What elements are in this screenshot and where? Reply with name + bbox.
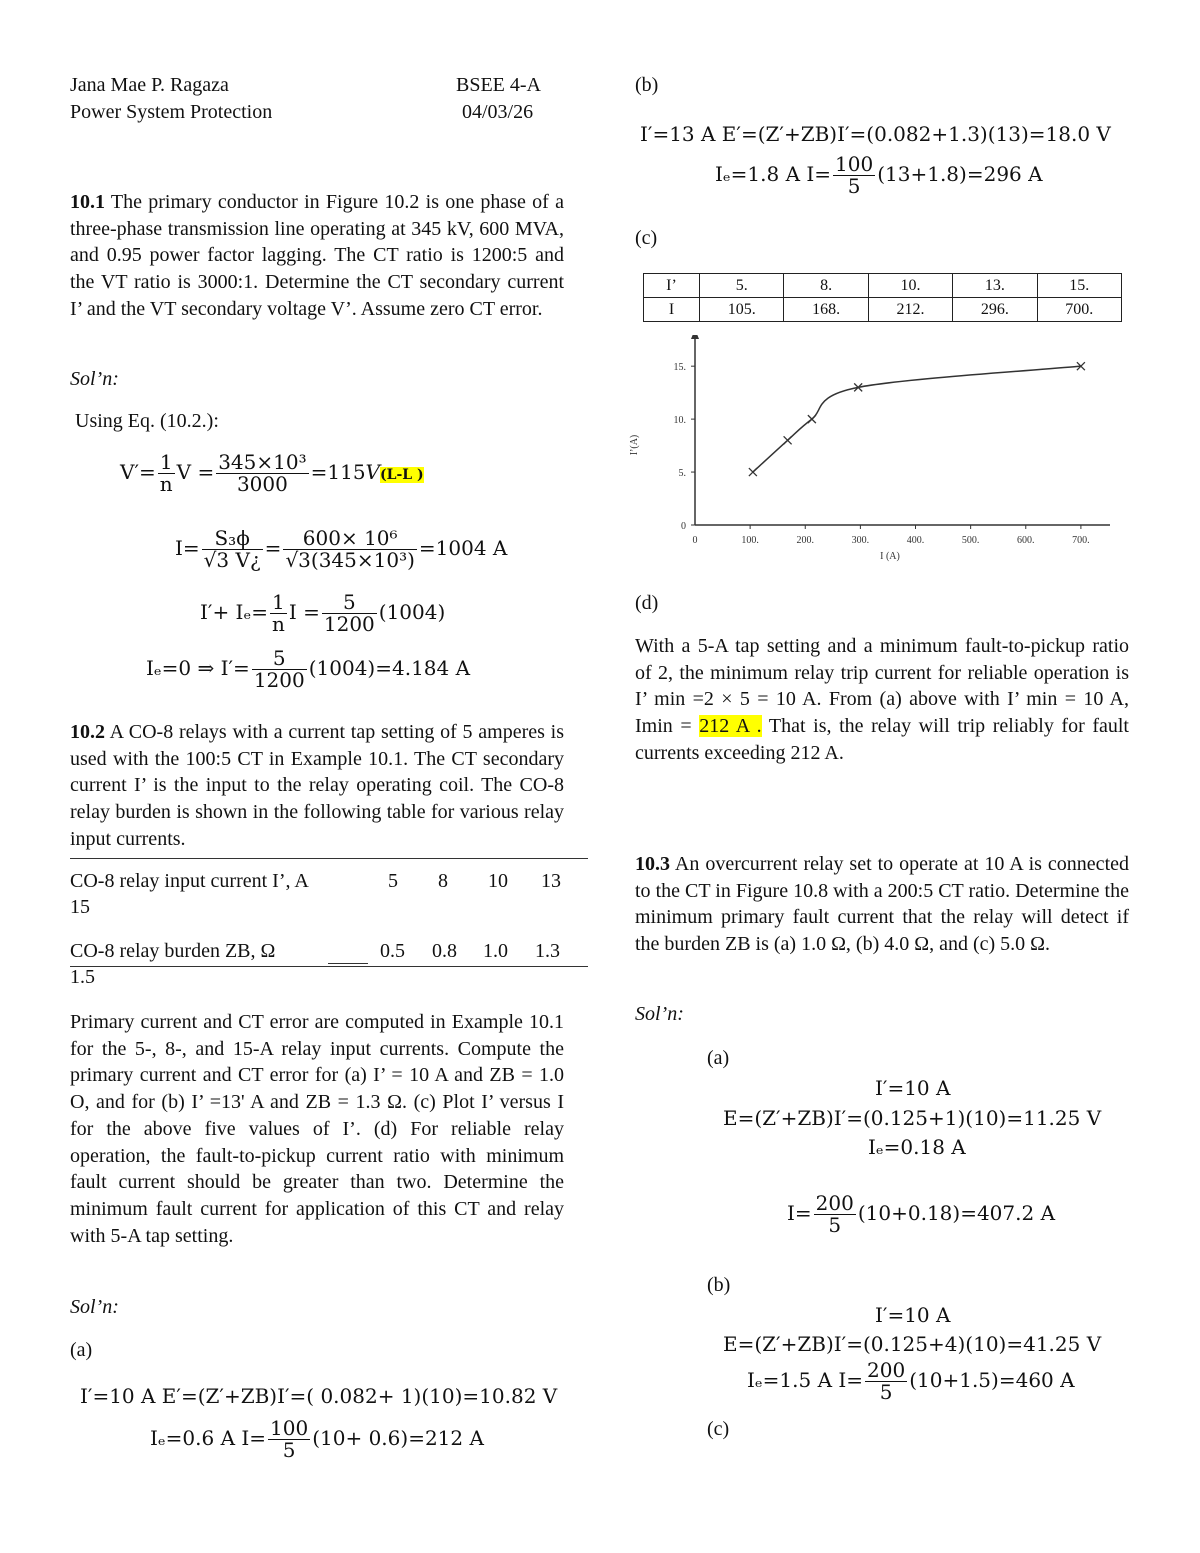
part-d-text: With a 5-A tap setting and a minimum fault-to-pickup ratio of 2, the minimum relay trip current for reliable operation is I’ min =2 × 5 = 10 A. From (a) above with I’ min = 10 A, Imin = 212 A . That is, the relay will trip reliably for fault currents exceeding 212 A. xyxy=(635,635,1129,764)
relay-input-current-label: CO-8 relay input current I’, A xyxy=(70,870,309,892)
x-tick-label: 0 xyxy=(692,535,698,546)
burden-underline xyxy=(328,963,368,964)
problem-3-a-line-4: I= $\frac{200}{5}$ (10+0.18)=407.2 A xyxy=(787,1191,1056,1237)
relay-burden-2: 0.8 xyxy=(432,940,457,962)
problem-number: 10.1 xyxy=(70,191,105,213)
table-cell: I xyxy=(644,298,700,322)
y-tick-label: 15. xyxy=(673,362,686,374)
author-name: Jana Mae P. Ragaza xyxy=(70,74,229,96)
x-tick-label: 600. xyxy=(1017,535,1035,546)
date: 04/03/26 xyxy=(462,101,534,123)
relay-input-current-4: 13 xyxy=(541,870,561,892)
relay-burden-4: 1.3 xyxy=(535,940,560,962)
y-axis-label: I’(A) xyxy=(629,434,640,456)
i-prime-vs-i-chart xyxy=(610,335,1110,575)
table-cell: 168. xyxy=(784,298,868,322)
problem-10-2-tasks: Primary current and CT error are computed in Example 10.1 for the 5-, 8-, and 15-A relay input currents. Compute the primary current and CT error for (a) I’ = 10 A and ZB = 1.0 O, and for (b) I’ =13' A and ZB = 1.3 Ω. (c) Plot I’ versus I for the above five values of I’. (d) For reliable relay operation, the fault-to-pickup current ratio with minimum fault current should be greater than two. Determine the minimum fault current for application of this CT and relay with 5-A tap setting. xyxy=(70,1011,564,1247)
problem-3-part-b-label: (b) xyxy=(707,1274,731,1296)
table-top-rule xyxy=(70,858,588,859)
data-point-marker xyxy=(784,436,792,444)
part-b-equation-2: Iₑ=1.8 A I= $\frac{100}{5}$ (13+1.8)=296 A xyxy=(715,152,1043,198)
course-name: Power System Protection xyxy=(70,101,273,123)
y-axis-arrow xyxy=(691,335,699,339)
relay-input-current-5: 15 xyxy=(70,896,90,918)
solution-label: Sol’n: xyxy=(635,1003,684,1025)
data-point-marker xyxy=(808,415,816,423)
problem-text: An overcurrent relay set to operate at 10 A is connected to the CT in Figure 10.8 with a 200:5 CT ratio. Determine the minimum primary fault current that the relay will detect if the burden ZB is (a) 1.0 Ω, (b) 4.0 Ω, and (c) 5.0 Ω. xyxy=(635,853,1129,956)
part-a-label: (a) xyxy=(70,1339,93,1361)
equation-i-prime: I′+ Iₑ= $\frac{1}{n}$ I = $\frac{5}{1200}$ (1004) xyxy=(200,590,446,636)
table-cell: 105. xyxy=(700,298,784,322)
current-table xyxy=(643,273,1122,322)
problem-10-1 xyxy=(70,189,564,323)
relay-burden-5: 1.5 xyxy=(70,966,95,988)
problem-number: 10.3 xyxy=(635,853,670,875)
x-tick-label: 500. xyxy=(961,535,980,546)
equation-final-i-prime: Iₑ=0 ⇒ I′= $\frac{5}{1200}$ (1004)=4.184 A xyxy=(146,646,471,692)
part-b-equation-1: I′=13 A E′=(Z′+ZB)I′=(0.082+1.3)(13)=18.0 V xyxy=(640,122,1111,146)
x-tick-label: 400. xyxy=(906,535,925,546)
equation-i-primary: I= $\frac{\text{S₃ϕ}}{√3 V¿}$ = $\frac{\text{600× 10⁶}}{\text{√3(345×10³)}}$ =1004 A xyxy=(175,526,508,572)
table-row xyxy=(644,274,1122,298)
x-tick-label: 100. xyxy=(741,535,759,546)
relay-input-current-1: 5 xyxy=(388,870,398,892)
relay-burden-1: 0.5 xyxy=(380,940,405,962)
problem-3-part-a-label: (a) xyxy=(707,1047,730,1069)
problem-3-a-line-3: Iₑ=0.18 A xyxy=(868,1135,966,1159)
relay-input-current-2: 8 xyxy=(438,870,448,892)
part-a-equation-2: Iₑ=0.6 A I= $\frac{100}{5}$ (10+ 0.6)=212 A xyxy=(150,1416,484,1462)
part-c-label: (c) xyxy=(635,227,658,249)
problem-10-2 xyxy=(70,719,564,853)
problem-3-b-line-3: Iₑ=1.5 A I= $\frac{200}{5}$ (10+1.5)=460 A xyxy=(747,1358,1075,1404)
equation-v-prime: V′= $\frac{1}{n}$ V = $\frac{\text{345×10³}}{3000}$ =115V(L-L ) xyxy=(120,450,424,496)
solution-label: Sol’n: xyxy=(70,368,119,390)
answer-highlight: 212 A . xyxy=(699,715,762,738)
section: BSEE 4-A xyxy=(456,74,541,96)
problem-text: A CO-8 relays with a current tap setting of 5 amperes is used with the 100:5 CT in Example 10.1. The CT secondary current I’ is the input to the relay operating coil. The CO-8 relay burden is shown in the following table for various relay input currents. xyxy=(70,721,564,850)
y-tick-label: 10. xyxy=(673,415,686,427)
problem-3-b-line-1: I′=10 A xyxy=(875,1303,951,1327)
table-cell: 296. xyxy=(953,298,1037,322)
problem-text: The primary conductor in Figure 10.2 is one phase of a three-phase transmission line operating at 345 kV, 600 MVA, and 0.95 power factor lagging. The CT ratio is 1200:5 and the VT ratio is 3000:1. Determine the CT secondary current I’ and the VT secondary voltage V’. Assume zero CT error. xyxy=(70,191,564,320)
table-bottom-rule xyxy=(70,966,588,967)
relay-burden-3: 1.0 xyxy=(483,940,508,962)
table-cell: 5. xyxy=(700,274,784,298)
using-equation: Using Eq. (10.2.): xyxy=(75,410,219,432)
table-row xyxy=(644,298,1122,322)
x-tick-label: 300. xyxy=(851,535,870,546)
y-tick-label: 0 xyxy=(681,521,686,532)
table-cell: 15. xyxy=(1037,274,1121,298)
problem-3-a-line-1: I′=10 A xyxy=(875,1076,951,1100)
x-axis-label: I (A) xyxy=(880,551,900,562)
solution-label: Sol’n: xyxy=(70,1296,119,1318)
table-cell: 13. xyxy=(953,274,1037,298)
table-cell: 10. xyxy=(868,274,952,298)
data-point-marker xyxy=(749,468,757,476)
table-cell: 700. xyxy=(1037,298,1121,322)
relay-burden-label: CO-8 relay burden ZB, Ω xyxy=(70,940,276,962)
table-cell: 8. xyxy=(784,274,868,298)
problem-3-b-line-2: E=(Z′+ZB)I′=(0.125+4)(10)=41.25 V xyxy=(723,1332,1102,1356)
y-tick-label: 5. xyxy=(678,468,686,480)
series-line xyxy=(753,366,1081,472)
part-d-label: (d) xyxy=(635,592,659,614)
line-to-line-highlight: (L-L ) xyxy=(380,467,424,483)
x-tick-label: 200. xyxy=(796,535,815,546)
problem-3-part-c-label: (c) xyxy=(707,1418,730,1440)
part-a-equation-1: I′=10 A E′=(Z′+ZB)I′=( 0.082+ 1)(10)=10.82 V xyxy=(80,1384,558,1408)
problem-3-a-line-2: E=(Z′+ZB)I′=(0.125+1)(10)=11.25 V xyxy=(723,1106,1102,1130)
table-cell: I’ xyxy=(644,274,700,298)
problem-10-3 xyxy=(635,851,1129,958)
relay-input-current-3: 10 xyxy=(488,870,508,892)
problem-number: 10.2 xyxy=(70,721,105,743)
table-cell: 212. xyxy=(868,298,952,322)
part-b-label: (b) xyxy=(635,74,659,96)
x-tick-label: 700. xyxy=(1072,535,1090,546)
